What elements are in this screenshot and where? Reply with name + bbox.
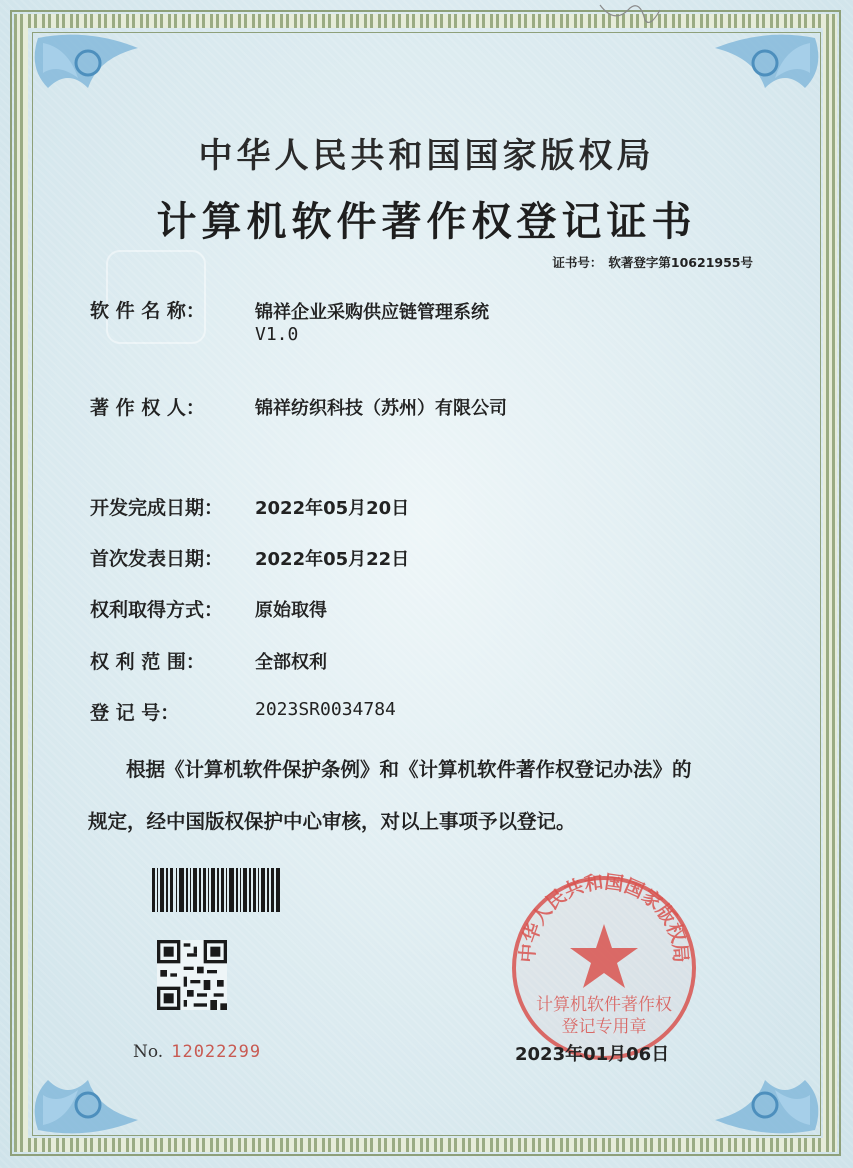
registration-number-value: 2023SR0034784 [255, 699, 396, 720]
svg-text:中华人民共和国国家版权局: 中华人民共和国国家版权局 [516, 872, 692, 964]
certificate-number [546, 253, 753, 271]
statement-line-2: 规定，经中国版权保护中心审核，对以上事项予以登记。 [88, 810, 576, 833]
qr-code-icon [157, 940, 227, 1010]
corner-ornament-icon [28, 1020, 148, 1140]
copyright-owner-value: 锦祥纺织科技（苏州）有限公司 [255, 398, 507, 419]
official-seal-icon [508, 872, 700, 1064]
rights-scope-value: 全部权利 [255, 652, 327, 673]
software-name-label: 软 件 名 称： [90, 300, 205, 322]
handwritten-mark-icon [595, 0, 665, 30]
svg-text:计算机软件著作权: 计算机软件著作权 [536, 995, 672, 1015]
svg-text:登记专用章: 登记专用章 [561, 1017, 647, 1037]
certificate-number-label: 证书号： [552, 255, 603, 270]
issuing-authority: 中华人民共和国国家版权局 [198, 136, 655, 176]
completion-date-value: 2022年05月20日 [255, 498, 410, 519]
certificate-title: 计算机软件著作权登记证书 [156, 198, 697, 245]
completion-date-label: 开发完成日期： [90, 497, 224, 519]
acquisition-method-label: 权利取得方式： [90, 599, 224, 621]
barcode-icon [152, 868, 280, 912]
software-version-value: V1.0 [255, 324, 299, 345]
copyright-owner-label: 著 作 权 人： [90, 397, 205, 419]
certificate-number-value: 软著登字第10621955号 [608, 255, 753, 270]
registration-number-label: 登 记 号： [90, 702, 180, 724]
acquisition-method-value: 原始取得 [255, 600, 327, 621]
issue-date: 2023年01月06日 [515, 1044, 670, 1065]
serial-value: 12022299 [171, 1042, 262, 1062]
statement-line-1: 根据《计算机软件保护条例》和《计算机软件著作权登记办法》的 [126, 758, 692, 781]
publication-date-value: 2022年05月22日 [255, 549, 410, 570]
corner-ornament-icon [705, 1020, 825, 1140]
software-name-value: 锦祥企业采购供应链管理系统 [255, 302, 489, 323]
serial-prefix: No. [133, 1042, 164, 1062]
rights-scope-label: 权 利 范 围： [90, 651, 205, 673]
serial-number [133, 1042, 261, 1062]
publication-date-label: 首次发表日期： [90, 548, 224, 570]
